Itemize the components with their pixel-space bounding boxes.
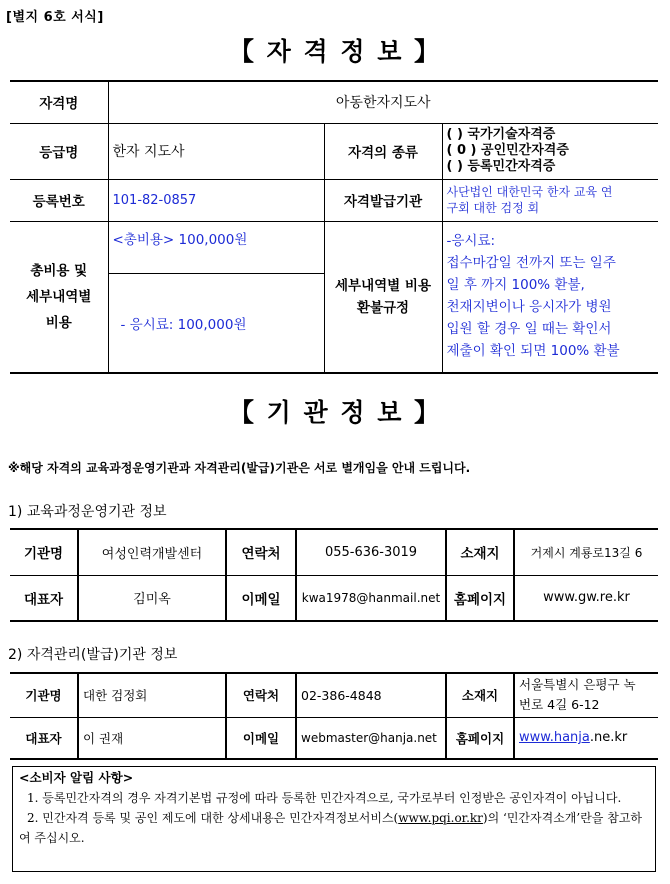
consumer-notice-box — [12, 766, 656, 872]
reg-number-value: 101-82-0857 — [108, 179, 324, 221]
edu-institution-heading: 1) 교육과정운영기관 정보 — [8, 504, 167, 520]
consumer-notice-item-2-pre: 2. 민간자격 등록 및 공인 제도에 대한 상세내용은 민간자격정보서비스( — [27, 811, 399, 825]
cost-label — [10, 221, 108, 373]
mgmt-org-label: 기관명 — [10, 673, 78, 717]
refund-label — [324, 221, 442, 373]
qual-type-label: 자격의 종류 — [324, 123, 442, 179]
mgmt-home-value — [514, 717, 658, 759]
qual-type-options — [442, 123, 658, 179]
institution-info-title: 【 기 관 정 보 】 — [228, 398, 442, 427]
qual-type-registered: ( ) 등록민간자격증 — [446, 159, 556, 174]
consumer-notice-item-2 — [19, 808, 649, 848]
mgmt-institution-heading: 2) 자격관리(발급)기관 정보 — [8, 647, 178, 663]
mgmt-rep-value: 이 권재 — [78, 717, 226, 759]
edu-addr-value: 거제시 계룡로13길 6 — [514, 529, 658, 575]
issuer-label: 자격발급기관 — [324, 179, 442, 221]
qual-row-grade — [10, 123, 658, 179]
mgmt-addr-line-1: 서울특별시 은평구 녹 — [519, 677, 636, 693]
mgmt-institution-table — [10, 672, 658, 760]
grade-label: 등급명 — [10, 123, 108, 179]
qualification-info-title: 【 자 격 정 보 】 — [228, 37, 442, 66]
edu-contact-label: 연락처 — [226, 529, 296, 575]
separate-institution-notice: ※해당 자격의 교육과정운영기관과 자격관리(발급)기관은 서로 별개임을 안내 드립니다. — [8, 461, 471, 475]
edu-rep-value: 김미옥 — [78, 575, 226, 621]
qualification-table — [10, 80, 658, 374]
mgmt-contact-value: 02-386-4848 — [296, 673, 446, 717]
edu-email-value: kwa1978@hanmail.net — [296, 575, 446, 621]
reg-number-label: 등록번호 — [10, 179, 108, 221]
edu-org-label: 기관명 — [10, 529, 78, 575]
edu-rep-label: 대표자 — [10, 575, 78, 621]
cost-label-line-1: 총비용 및 — [30, 262, 88, 279]
mgmt-org-value: 대한 검정회 — [78, 673, 226, 717]
qual-row-cost — [10, 221, 658, 273]
refund-label-line-1: 세부내역별 비용 — [335, 277, 431, 294]
consumer-notice-heading: <소비자 알림 사항> — [19, 770, 134, 785]
consumer-notice-item-2-post: )의 ‘민간자격소개’란을 참고하여 주십시오. — [19, 811, 642, 845]
form-number: [별지 6호 서식] — [6, 10, 104, 25]
issuer-line-1: 사단법인 대한민국 한자 교육 연 — [446, 185, 613, 199]
qual-name-value: 아동한자지도사 — [108, 81, 658, 123]
refund-label-line-2: 환불규정 — [356, 299, 410, 316]
edu-contact-value: 055-636-3019 — [296, 529, 446, 575]
refund-policy — [442, 221, 658, 373]
cost-label-line-2: 세부내역별 — [26, 288, 92, 305]
mgmt-email-value: webmaster@hanja.net — [296, 717, 446, 759]
cost-label-line-3: 비용 — [45, 314, 72, 331]
qual-row-reg — [10, 179, 658, 221]
mgmt-addr-label: 소재지 — [446, 673, 514, 717]
qual-type-national: ( ) 국가기술자격증 — [446, 127, 556, 142]
mgmt-home-label: 홈페이지 — [446, 717, 514, 759]
qual-row-name — [10, 81, 658, 123]
mgmt-contact-label: 연락처 — [226, 673, 296, 717]
edu-home-label: 홈페이지 — [446, 575, 514, 621]
mgmt-home-link[interactable]: www.hanja — [519, 730, 590, 746]
refund-line-4: 천재지변이나 응시자가 병원 — [446, 298, 612, 315]
edu-institution-table — [10, 528, 658, 622]
total-cost: <총비용> 100,000원 — [108, 221, 324, 273]
edu-email-label: 이메일 — [226, 575, 296, 621]
exam-fee: - 응시료: 100,000원 — [108, 273, 324, 373]
pqi-link[interactable]: www.pqi.or.kr — [398, 811, 483, 825]
issuer-value — [442, 179, 658, 221]
mgmt-home-suffix: .ne.kr — [589, 730, 628, 746]
issuer-line-2: 구회 대한 검정 회 — [446, 201, 540, 215]
consumer-notice-item-1: 1. 등록민간자격의 경우 자격기본법 규정에 따라 등록한 민간자격으로, 국가로부터 인정받은 공인자격이 아닙니다. — [27, 791, 622, 805]
mgmt-rep-label: 대표자 — [10, 717, 78, 759]
refund-line-6: 제출이 확인 되면 100% 환불 — [446, 342, 620, 359]
refund-line-1: -응시료: — [446, 232, 496, 249]
edu-home-value: www.gw.re.kr — [514, 575, 658, 621]
edu-addr-label: 소재지 — [446, 529, 514, 575]
qual-type-certified: ( 0 ) 공인민간자격증 — [446, 143, 569, 158]
refund-line-2: 접수마감일 전까지 또는 일주 — [446, 254, 616, 271]
mgmt-addr-line-2: 번로 4길 6-12 — [519, 697, 600, 713]
qual-name-label: 자격명 — [10, 81, 108, 123]
refund-line-5: 입원 할 경우 일 때는 확인서 — [446, 320, 612, 337]
edu-org-value: 여성인력개발센터 — [78, 529, 226, 575]
grade-value: 한자 지도사 — [108, 123, 324, 179]
mgmt-email-label: 이메일 — [226, 717, 296, 759]
mgmt-addr-value — [514, 673, 658, 717]
refund-line-3: 일 후 까지 100% 환불, — [446, 276, 585, 293]
